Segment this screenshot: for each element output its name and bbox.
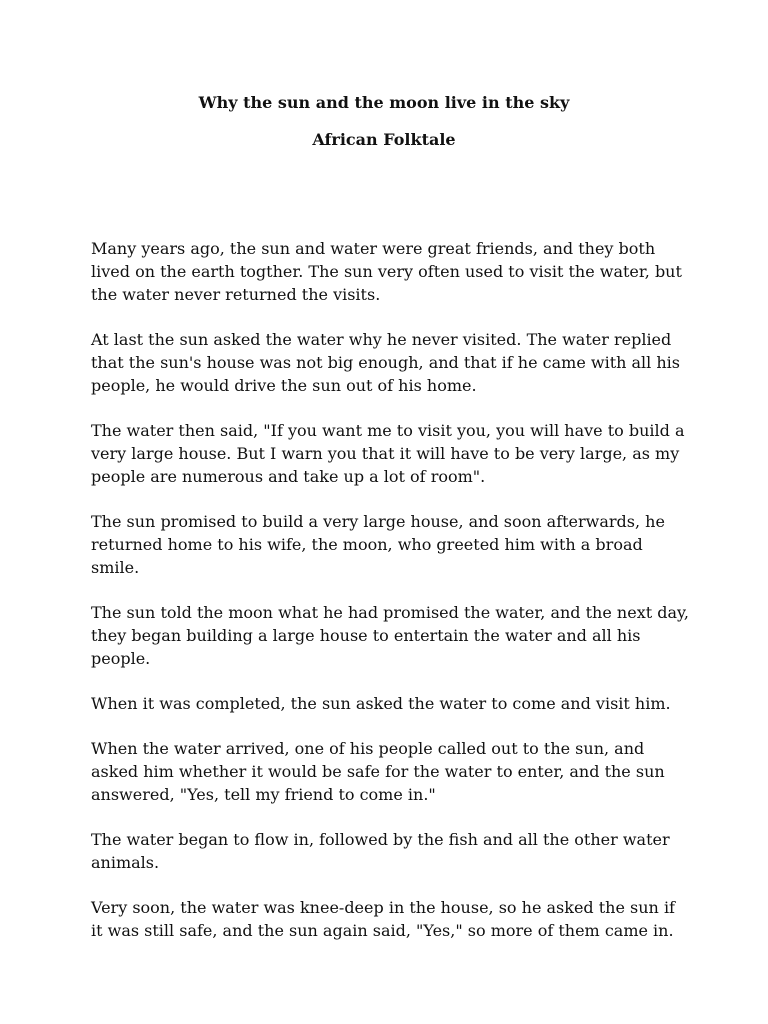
paragraph-6: When it was completed, the sun asked the water to come and visit him. bbox=[91, 694, 671, 713]
paragraph-5: The sun told the moon what he had promised the water, and the next day, they began building a large house to entertain the water and all his people. bbox=[91, 603, 690, 668]
paragraph-1: Many years ago, the sun and water were great friends, and they both lived on the earth togther. The sun very often used to visit the water, but the water never returned the visits. bbox=[91, 239, 682, 304]
paragraph-9: Very soon, the water was knee-deep in the house, so he asked the sun if it was still safe, and the sun again said, "Yes," so more of them came in. bbox=[91, 898, 675, 940]
paragraph-3: The water then said, "If you want me to visit you, you will have to build a very large house. But I warn you that it will have to be very large, as my people are numerous and take up a lot of room". bbox=[91, 421, 685, 486]
paragraph-2: At last the sun asked the water why he never visited. The water replied that the sun's house was not big enough, and that if he came with all his people, he would drive the sun out of his home. bbox=[91, 330, 680, 395]
document-title: Why the sun and the moon live in the sky bbox=[198, 93, 570, 112]
paragraph-4: The sun promised to build a very large house, and soon afterwards, he returned home to his wife, the moon, who greeted him with a broad smile. bbox=[91, 512, 665, 577]
story-body bbox=[91, 237, 691, 964]
paragraph-8: The water began to flow in, followed by the fish and all the other water animals. bbox=[91, 830, 670, 872]
document-subtitle: African Folktale bbox=[312, 130, 456, 149]
paragraph-7: When the water arrived, one of his people called out to the sun, and asked him whether it would be safe for the water to enter, and the sun answered, "Yes, tell my friend to come in." bbox=[91, 739, 665, 804]
